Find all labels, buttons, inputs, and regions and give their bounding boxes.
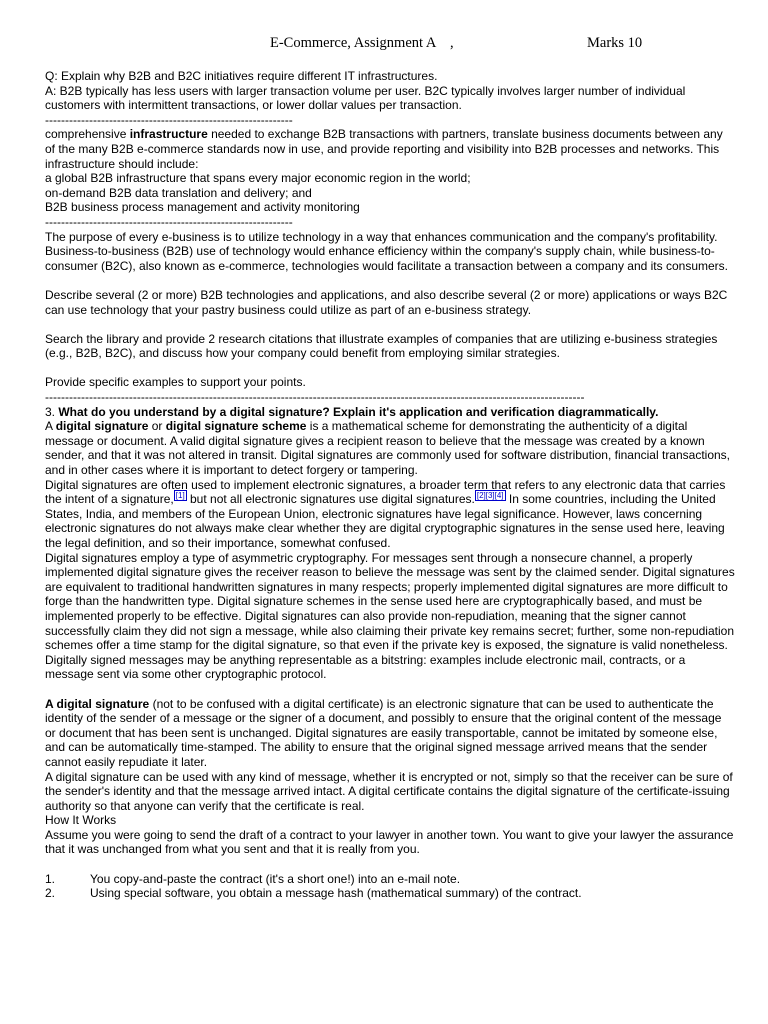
separator: -------------------------------------------------------------- xyxy=(45,214,293,229)
infra-item: B2B business process management and activity monitoring xyxy=(45,200,360,215)
intro-paragraph: The purpose of every e-business is to utilize technology in a way that enhances communication and the company's profitability. Business-to-business (B2B) use of technology would enhance efficiency within the company's supply chain, while business-to-consumer (B2C), also known as e-commerce, technologies would facilitate a transaction between a company and its consumers. xyxy=(45,229,728,273)
list-item: 1. You copy-and-paste the contract (it's a short one!) into an e-mail note. xyxy=(45,871,461,886)
list-item: 2. Using special software, you obtain a message hash (mathematical summary) of the contract. xyxy=(45,886,582,901)
message-paragraph: A digital signature can be used with any kind of message, whether it is encrypted or not, simply so that the receiver can be sure of the sender's identity and that the message arrived intact. A digital certificate contains the digital signature of the certificate-issuing authority so that anyone can verify that the certificate is real. xyxy=(45,769,733,813)
question-3-text: What do you understand by a digital signature? Explain it's application and verification diagrammatically. xyxy=(58,404,659,419)
infrastructure-term: infrastructure xyxy=(129,127,208,142)
separator-long: --------------------------------------------------------------------------------------------------------------------------------------- xyxy=(45,390,585,405)
question-3: 3. What do you understand by a digital signature? Explain it's application and verification diagrammatically. xyxy=(45,404,659,419)
intro-paragraph: Describe several (2 or more) B2B technologies and applications, and also describe several (2 or more) applications or ways B2C can use technology that your pastry business could utilize as part of an e-business strategy. xyxy=(45,287,728,317)
contract-paragraph: Assume you were going to send the draft of a contract to your lawyer in another town. You want to give your lawyer the assurance that it was unchanged from what you sent and that it is really from you. xyxy=(45,827,734,857)
document-body xyxy=(45,69,735,901)
question-1: Q: Explain why B2B and B2C initiatives require different IT infrastructures. xyxy=(45,69,438,83)
how-it-works-heading: How It Works xyxy=(45,813,117,828)
document-header xyxy=(0,35,768,53)
header-title: E-Commerce, Assignment A , xyxy=(270,35,454,51)
answer-1: A: B2B typically has less users with larger transaction volume per user. B2C typically involves larger number of individual customers with intermittent transactions, or lower dollar values per transaction. xyxy=(45,83,686,113)
digital-signature-definition: A digital signature or digital signature scheme is a mathematical scheme for demonstrating the authenticity of a digital message or document. A valid digital signature gives a recipient reason to believe that the message was created by a known sender, and that it was not altered in transit. Digital signatures are commonly used for software distribution, financial transactions, and in other cases where it is important to detect forgery or tampering. xyxy=(45,419,731,478)
header-marks: Marks 10 xyxy=(587,35,643,51)
infrastructure-paragraph: comprehensive infrastructure needed to exchange B2B transactions with partners, translate business documents between any of the many B2B e-commerce standards now in use, and provide reporting and visibility into B2B processes and networks. This infrastructure should include: xyxy=(45,127,723,171)
citation-link[interactable]: [1] xyxy=(175,491,185,501)
infra-item: on-demand B2B data translation and delivery; and xyxy=(45,185,312,200)
intro-paragraph: Provide specific examples to support your points. xyxy=(45,375,306,390)
digital-signature-paragraph: A digital signature (not to be confused with a digital certificate) is an electronic signature that can be used to authenticate the identity of the sender of a message or the signer of a document, and possibly to ensure that the original content of the message or document that has been sent is unchanged. Digital signatures are easily transportable, cannot be imitated by someone else, and can be automatically time-stamped. The ability to ensure that the original signed message arrived means that the sender cannot easily repudiate it later. xyxy=(45,696,722,769)
asymmetric-cryptography-paragraph: Digital signatures employ a type of asymmetric cryptography. For messages sent through a nonsecure channel, a properly implemented digital signature gives the receiver reason to believe the message was sent by the claimed sender. Digital signatures are equivalent to traditional handwritten signatures in many respects; properly implemented digital signatures are more difficult to forge than the handwritten type. Digital signature schemes in the sense used here are cryptographically based, and must be implemented properly to be effective. Digital signatures can also provide non-repudiation, meaning that the signer cannot successfully claim they did not sign a message, while also claiming their private key remains secret; further, some non-repudiation schemes offer a time stamp for the digital signature, so that even if the private key is exposed, the signature is valid nonetheless. Digitally signed messages may be anything representable as a bitstring: examples include electronic mail, contracts, or a message sent via some other cryptographic protocol. xyxy=(45,550,735,682)
electronic-signatures-paragraph: Digital signatures are often used to implement electronic signatures, a broader term that refers to any electronic data that carries the intent of a signature, [1] but not all electronic signatures use digital signatures. [2][3][4] In some countries, including the United States, India, and members of the European Union, electronic signatures have legal significance. However, laws concerning electronic signatures do not always make clear whether they are digital cryptographic signatures in the sense used here, leaving the legal definition, and so their importance, somewhat confused. xyxy=(45,477,726,550)
separator: -------------------------------------------------------------- xyxy=(45,112,293,127)
intro-paragraph: Search the library and provide 2 research citations that illustrate examples of companies that are utilizing e-business strategies (e.g., B2B, B2C), and discuss how your company could benefit from employing similar strategies. xyxy=(45,331,718,361)
citation-link[interactable]: [2][3][4] xyxy=(476,491,504,501)
infra-item: a global B2B infrastructure that spans every major economic region in the world; xyxy=(45,171,471,186)
